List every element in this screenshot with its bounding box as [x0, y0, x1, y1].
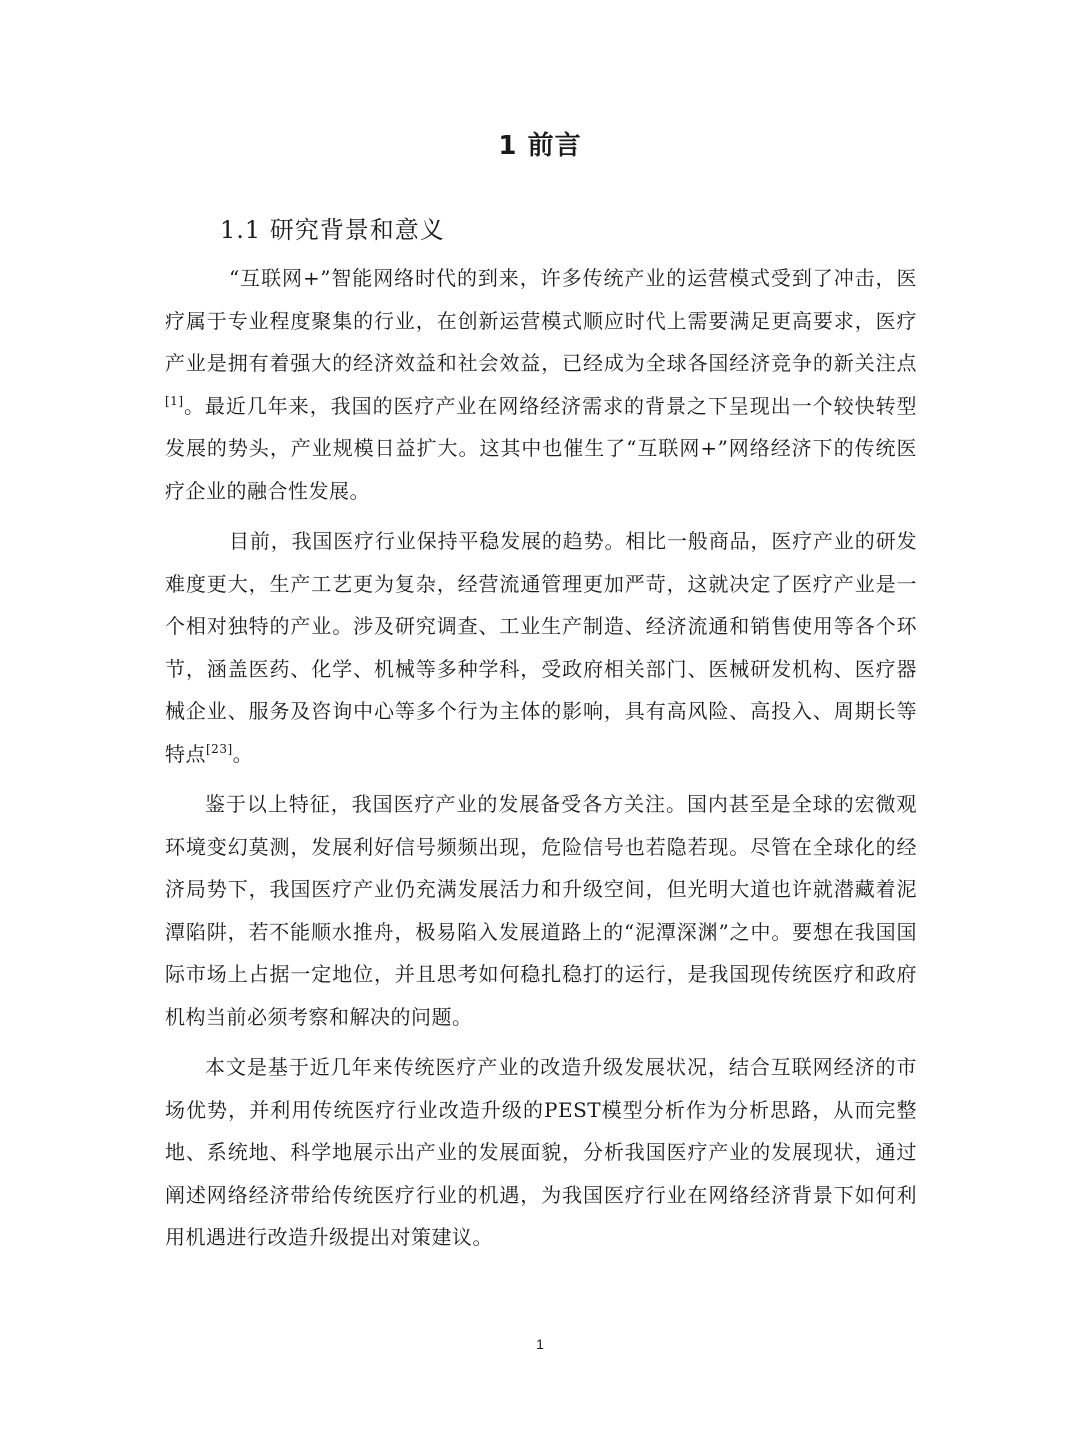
- section-title: 1.1 研究背景和意义: [220, 216, 445, 244]
- paragraph-2: [165, 520, 917, 775]
- body-text: [165, 257, 917, 1259]
- paragraph-1-text-after: 。最近几年来，我国的医疗产业在网络经济需求的背景之下呈现出一个较快转型发展的势头，产业规模日益扩大。这其中也催生了“互联网+”网络经济下的传统医疗企业的融合性发展。: [165, 393, 917, 503]
- paragraph-1-text: “互联网+”智能网络时代的到来，许多传统产业的运营模式受到了冲击，医疗属于专业程度聚集的行业，在创新运营模式顺应时代上需要满足更高要求，医疗产业是拥有着强大的经济效益和社会效益，已经成为全球各国经济竞争的新关注点: [165, 266, 917, 375]
- page-number: 1: [536, 1336, 544, 1352]
- citation-1: [1]: [165, 393, 184, 408]
- paragraph-4: [165, 1046, 917, 1259]
- chapter-title: 1 前言: [498, 131, 582, 161]
- paragraph-3-text: 鉴于以上特征，我国医疗产业的发展备受各方关注。国内甚至是全球的宏微观环境变幻莫测，发展利好信号频频出现，危险信号也若隐若现。尽管在全球化的经济局势下，我国医疗产业仍充满发展活力和升级空间，但光明大道也许就潜藏着泥潭陷阱，若不能顺水推舟，极易陷入发展道路上的“泥潭深渊”之中。要想在我国国际市场上占据一定地位，并且思考如何稳扎稳打的运行，是我国现传统医疗和政府机构当前必须考察和解决的问题。: [165, 792, 917, 1029]
- citation-2: [23]: [206, 741, 233, 756]
- paragraph-1: [165, 257, 917, 512]
- paragraph-4-text: 本文是基于近几年来传统医疗产业的改造升级发展状况，结合互联网经济的市场优势，并利用传统医疗行业改造升级的PEST模型分析作为分析思路，从而完整地、系统地、科学地展示出产业的发展面貌，分析我国医疗产业的发展现状，通过阐述网络经济带给传统医疗行业的机遇，为我国医疗行业在网络经济背景下如何利用机遇进行改造升级提出对策建议。: [165, 1055, 917, 1249]
- paragraph-2-text-after: 。: [232, 741, 254, 766]
- paragraph-3: [165, 783, 917, 1038]
- paragraph-2-text: 目前，我国医疗行业保持平稳发展的趋势。相比一般商品，医疗产业的研发难度更大，生产工艺更为复杂，经营流通管理更加严苛，这就决定了医疗产业是一个相对独特的产业。涉及研究调查、工业生产制造、经济流通和销售使用等各个环节，涵盖医药、化学、机械等多种学科，受政府相关部门、医械研发机构、医疗器械企业、服务及咨询中心等多个行为主体的影响，具有高风险、高投入、周期长等特点: [165, 529, 917, 766]
